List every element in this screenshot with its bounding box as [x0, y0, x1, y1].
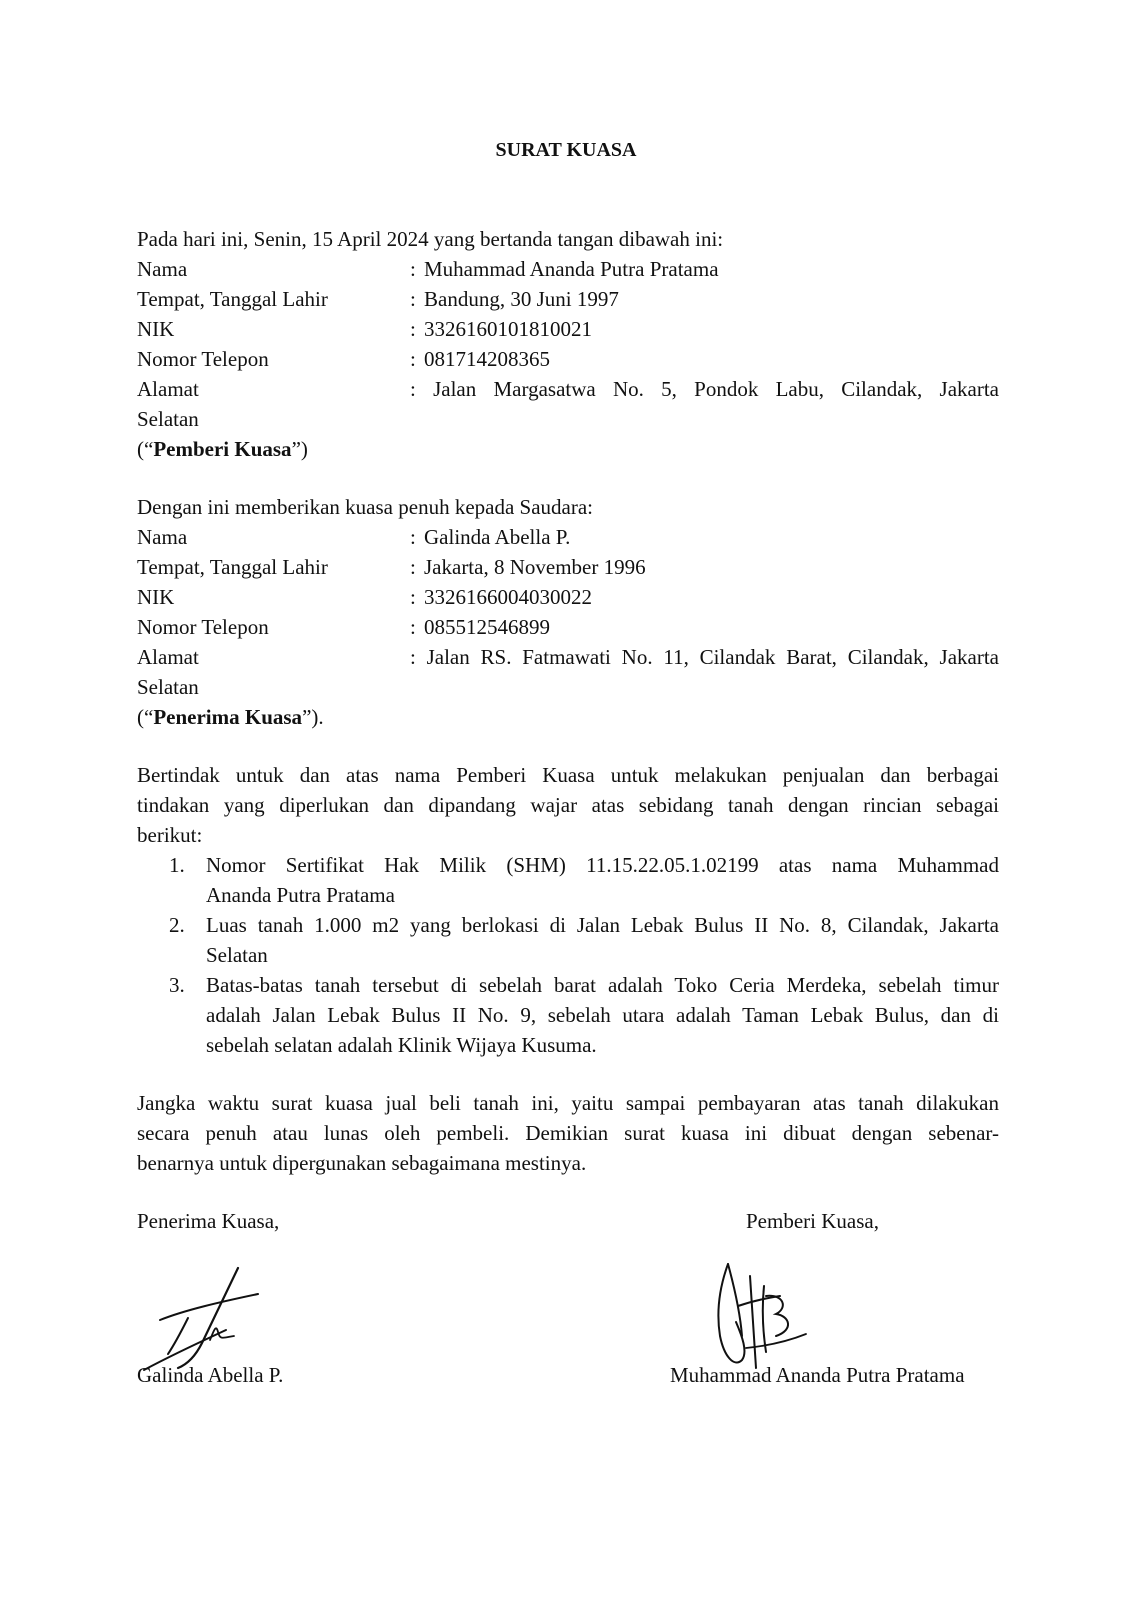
grantor-address-row — [137, 374, 999, 404]
grantee-nik-row — [137, 582, 999, 612]
field-label: NIK — [137, 317, 175, 341]
list-item-cont — [137, 1030, 999, 1060]
closing-line: Jangka waktu surat kuasa jual beli tanah ini, yaitu sampai pembayaran atas tanah dilakukan — [137, 1091, 999, 1115]
list-item-cont — [137, 880, 999, 910]
field-value: 081714208365 — [424, 347, 550, 371]
field-value: Bandung, 30 Juni 1997 — [424, 287, 619, 311]
list-text: sebelah selatan adalah Klinik Wijaya Kusuma. — [206, 1033, 597, 1057]
grantee-role: (“Penerima Kuasa”). — [137, 705, 324, 729]
field-colon: : — [410, 257, 416, 281]
field-colon: : — [410, 525, 416, 549]
role-name: Penerima Kuasa — [153, 705, 303, 729]
list-text: Luas tanah 1.000 m2 yang berlokasi di Jalan Lebak Bulus II No. 8, Cilandak, Jakarta — [206, 913, 999, 937]
field-colon: : — [410, 347, 416, 371]
list-text: Batas-batas tanah tersebut di sebelah barat adalah Toko Ceria Merdeka, sebelah timur — [206, 973, 999, 997]
document-title: SURAT KUASA — [495, 139, 637, 161]
grantor-phone-row — [137, 344, 999, 374]
grantee-phone-row — [137, 612, 999, 642]
field-label: Nama — [137, 257, 188, 281]
field-colon: : — [410, 287, 416, 311]
body-line: tindakan yang diperlukan dan dipandang wajar atas sebidang tanah dengan rincian sebagai — [137, 793, 999, 817]
grantor-signature-label: Pemberi Kuasa, — [746, 1209, 879, 1233]
field-label: Nomor Telepon — [137, 615, 269, 639]
field-value: 3326160101810021 — [424, 317, 592, 341]
list-text: Selatan — [206, 943, 268, 967]
grantee-intro: Dengan ini memberikan kuasa penuh kepada Saudara: — [137, 495, 594, 519]
field-value: Jakarta, 8 November 1996 — [424, 555, 646, 579]
grantor-address-cont: Selatan — [137, 407, 199, 431]
grantee-signature-label: Penerima Kuasa, — [137, 1209, 280, 1233]
list-number: 2. — [169, 913, 185, 937]
field-label: Alamat — [137, 645, 199, 669]
grantor-birth-row — [137, 284, 999, 314]
field-value: 085512546899 — [424, 615, 550, 639]
grantee-birth-row — [137, 552, 999, 582]
closing-line: secara penuh atau lunas oleh pembeli. Demikian surat kuasa ini dibuat dengan sebenar- — [137, 1121, 999, 1145]
field-value: : Jalan RS. Fatmawati No. 11, Cilandak Barat, Cilandak, Jakarta — [410, 645, 999, 669]
field-label: Nama — [137, 525, 188, 549]
role-name: Pemberi Kuasa — [153, 437, 292, 461]
list-item — [137, 910, 999, 940]
field-value: Galinda Abella P. — [424, 525, 571, 549]
field-label: NIK — [137, 585, 175, 609]
list-number: 1. — [169, 853, 185, 877]
field-label: Nomor Telepon — [137, 347, 269, 371]
body-line: Bertindak untuk dan atas nama Pemberi Kuasa untuk melakukan penjualan dan berbagai — [137, 763, 999, 787]
grantee-signature-name: Galinda Abella P. — [137, 1363, 284, 1387]
list-number: 3. — [169, 973, 185, 997]
list-item-cont — [137, 1000, 999, 1030]
field-colon: : — [410, 317, 416, 341]
grantor-signature-name: Muhammad Ananda Putra Pratama — [670, 1363, 965, 1387]
field-label: Tempat, Tanggal Lahir — [137, 287, 328, 311]
intro-text: Pada hari ini, Senin, 15 April 2024 yang bertanda tangan dibawah ini: — [137, 227, 724, 251]
grantor-role: (“Pemberi Kuasa”) — [137, 437, 308, 461]
grantee-address-row — [137, 642, 999, 672]
grantor-nik-row — [137, 314, 999, 344]
grantor-name-row — [137, 254, 999, 284]
field-label: Alamat — [137, 377, 199, 401]
field-colon: : — [410, 615, 416, 639]
list-text: adalah Jalan Lebak Bulus II No. 9, sebelah utara adalah Taman Lebak Bulus, dan di — [206, 1003, 999, 1027]
grantee-address-cont: Selatan — [137, 675, 199, 699]
list-item — [137, 850, 999, 880]
field-value: 3326166004030022 — [424, 585, 592, 609]
list-text: Ananda Putra Pratama — [206, 883, 395, 907]
body-line: berikut: — [137, 823, 203, 847]
field-colon: : — [410, 585, 416, 609]
field-label: Tempat, Tanggal Lahir — [137, 555, 328, 579]
field-value: : Jalan Margasatwa No. 5, Pondok Labu, Cilandak, Jakarta — [410, 377, 999, 401]
list-text: Nomor Sertifikat Hak Milik (SHM) 11.15.22.05.1.02199 atas nama Muhammad — [206, 853, 999, 877]
grantee-name-row — [137, 522, 999, 552]
grantor-signature-image — [706, 1256, 826, 1376]
list-item — [137, 970, 999, 1000]
closing-line: benarnya untuk dipergunakan sebagaimana mestinya. — [137, 1151, 587, 1175]
field-colon: : — [410, 555, 416, 579]
field-value: Muhammad Ananda Putra Pratama — [424, 257, 719, 281]
list-item-cont — [137, 940, 999, 970]
